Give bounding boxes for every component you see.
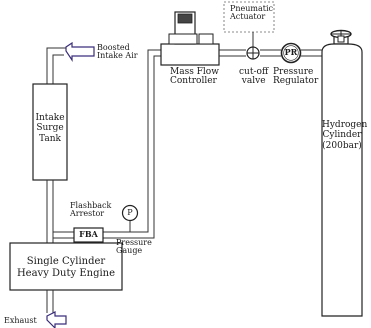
pressure-regulator-label: Pressure Regulator [273,67,319,87]
mass-flow-controller-label: Mass Flow Controller [170,67,219,87]
exhaust-arrow-icon [47,312,66,328]
intake-surge-tank-label: Intake Surge Tank [35,113,65,144]
pressure-regulator-symbol: PR [284,47,298,57]
exhaust-label: Exhaust [4,316,37,325]
engine-label: Single Cylinder Heavy Duty Engine [16,256,116,279]
hydrogen-cylinder [322,36,368,316]
boosted-air-arrow-icon [66,43,94,60]
fba-label: FBA [79,229,98,239]
boosted-intake-air-label: Boosted Intake Air [97,43,138,61]
cutoff-valve-label: cut-off valve [239,67,269,87]
cutoff-valve [247,47,259,59]
intake-air-line [47,48,66,84]
pressure-gauge-label: Pressure Gauge [116,238,152,256]
mass-flow-controller [161,12,219,65]
flashback-arrestor-label: Flashback Arrestor [70,201,112,219]
tank-to-engine-pipe [47,180,53,243]
pneumatic-actuator-label: Pneumatic Actuator [230,4,274,22]
hydrogen-cylinder-label: Hydrogen Cylinder (200bar) [322,120,368,151]
pressure-gauge-symbol: P [127,208,133,217]
